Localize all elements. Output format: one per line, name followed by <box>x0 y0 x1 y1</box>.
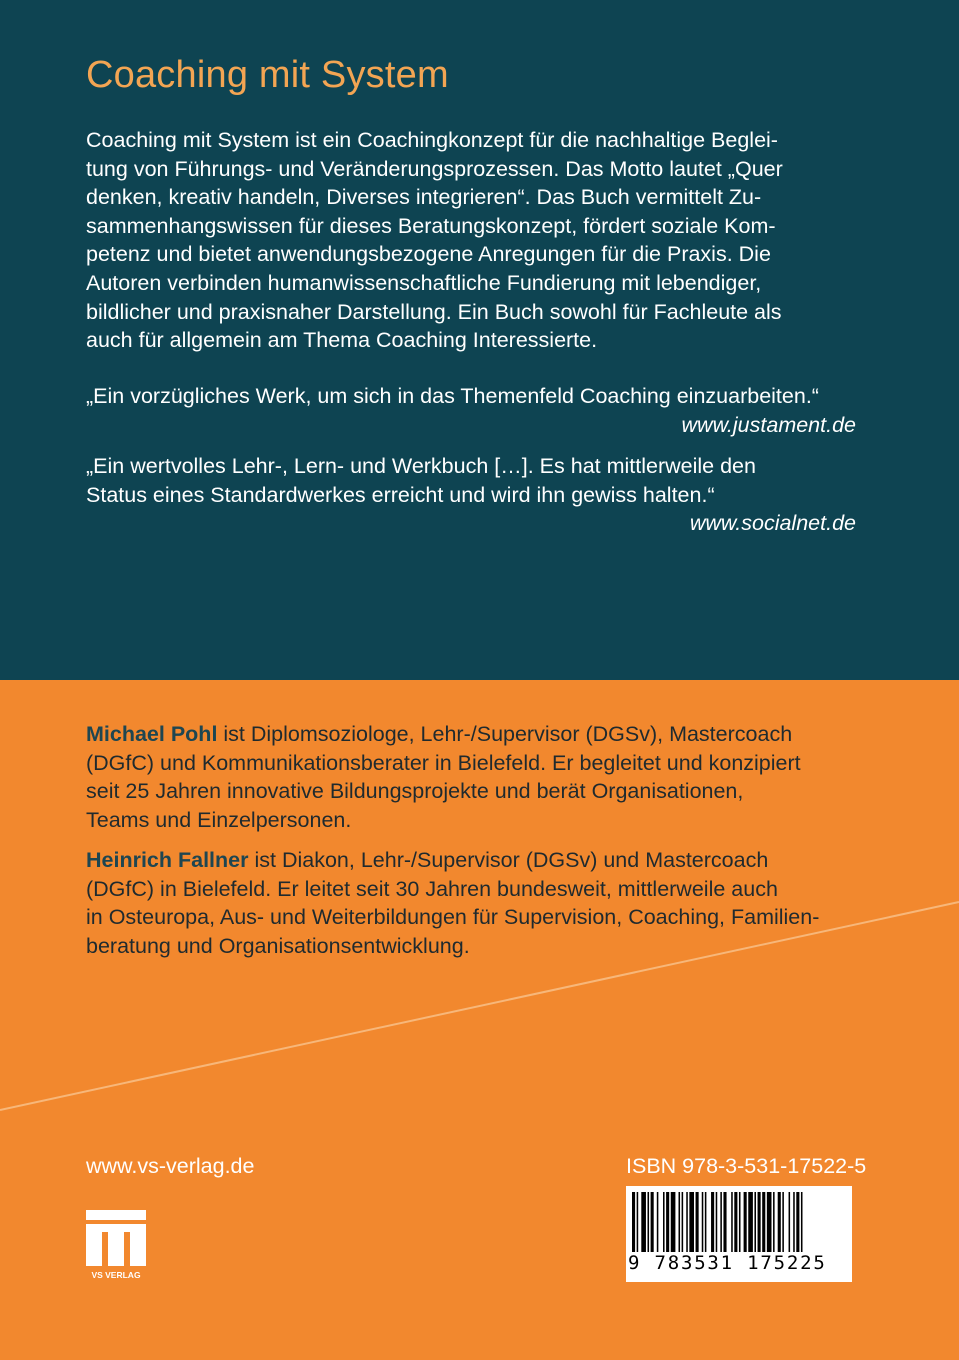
isbn-text: ISBN 978-3-531-17522-5 <box>626 1154 867 1178</box>
barcode-bar <box>705 1192 707 1252</box>
author-bio-pohl <box>86 720 866 834</box>
publisher-url: www.vs-verlag.de <box>86 1154 255 1178</box>
barcode-digits: 9 783531 175225 <box>628 1252 827 1274</box>
barcode-bar <box>793 1192 795 1252</box>
vs-verlag-logo-icon <box>86 1210 146 1282</box>
barcode-bar <box>778 1192 781 1252</box>
description-line: auch für allgemein am Thema Coaching Interessierte. <box>86 328 598 353</box>
barcode-bar <box>744 1192 747 1252</box>
description-line: bildlicher und praxisnaher Darstellung. Ein Buch sowohl für Fachleute als <box>86 299 782 324</box>
barcode-bar <box>663 1192 665 1252</box>
barcode-bar <box>754 1192 756 1252</box>
author-name: Heinrich Fallner <box>86 848 249 872</box>
author-bio-line: Teams und Einzelpersonen. <box>86 807 352 832</box>
book-description <box>86 126 856 355</box>
logo-text: VS VERLAG <box>91 1270 141 1280</box>
description-line: petenz und bietet anwendungsbezogene Anregungen für die Praxis. Die <box>86 242 771 267</box>
barcode-icon <box>632 1192 846 1252</box>
barcode-bar <box>748 1192 753 1252</box>
barcode-bar <box>632 1192 635 1252</box>
barcode-bar <box>686 1192 688 1252</box>
author-bio-line: (DGfC) und Kommunikationsberater in Bielefeld. Er begleitet und konzipiert <box>86 750 801 775</box>
barcode-bar <box>782 1192 784 1252</box>
author-bio-fallner <box>86 846 866 960</box>
review-quote-socialnet <box>86 452 856 538</box>
author-bio-line: in Osteuropa, Aus- und Weiterbildungen für Supervision, Coaching, Familien- <box>86 905 820 930</box>
review-quote-justament <box>86 382 856 439</box>
barcode-bar <box>641 1192 646 1252</box>
barcode-bar <box>679 1192 681 1252</box>
barcode-bar <box>796 1192 799 1252</box>
author-bio-text: ist Diplomsoziologe, Lehr-/Supervisor (DGSv), Mastercoach <box>217 722 793 746</box>
quote-line: „Ein wertvolles Lehr-, Lern- und Werkbuch […]. Es hat mittlerweile den <box>86 454 756 478</box>
barcode-bar <box>696 1192 699 1252</box>
barcode-bar <box>773 1192 775 1252</box>
barcode-bar <box>758 1192 761 1252</box>
author-bio-text: ist Diakon, Lehr-/Supervisor (DGSv) und Mastercoach <box>248 848 769 872</box>
author-name: Michael Pohl <box>86 722 218 746</box>
author-bio-line: (DGfC) in Bielefeld. Er leitet seit 30 Jahren bundesweit, mittlerweile auch <box>86 876 778 901</box>
book-title: Coaching mit System <box>86 54 449 96</box>
barcode-bar <box>731 1192 733 1252</box>
author-bio-line: seit 25 Jahren innovative Bildungsprojekte und berät Organisationen, <box>86 779 744 804</box>
barcode-bar <box>651 1192 654 1252</box>
quote-line: Status eines Standardwerkes erreicht und wird ihn gewiss halten.“ <box>86 482 715 507</box>
description-line: tung von Führungs- und Veränderungsprozessen. Das Motto lautet „Quer <box>86 156 783 181</box>
barcode-bar <box>716 1192 718 1252</box>
description-line: denken, kreativ handeln, Diverses integrieren“. Das Buch vermittelt Zu- <box>86 185 762 210</box>
barcode-bar <box>689 1192 694 1252</box>
barcode-bar <box>637 1192 639 1252</box>
barcode-bar <box>666 1192 669 1252</box>
barcode-bar <box>702 1192 704 1252</box>
quote-source: www.socialnet.de <box>689 511 856 536</box>
quote-source: www.justament.de <box>681 412 856 437</box>
barcode-bar <box>767 1192 772 1252</box>
description-line: Coaching mit System ist ein Coachingkonzept für die nachhaltige Beglei- <box>86 128 778 152</box>
barcode-bar <box>657 1192 659 1252</box>
barcode-bar <box>801 1192 803 1252</box>
barcode-bar <box>671 1192 676 1252</box>
barcode-bar <box>648 1192 650 1252</box>
barcode <box>626 1186 852 1282</box>
quote-line: „Ein vorzügliches Werk, um sich in das Themenfeld Coaching einzuarbeiten.“ <box>86 384 819 408</box>
barcode-bar <box>739 1192 741 1252</box>
description-line: Autoren verbinden humanwissenschaftliche Fundierung mit lebendiger, <box>86 270 762 295</box>
barcode-bar <box>789 1192 791 1252</box>
author-bio-line: beratung und Organisationsentwicklung. <box>86 933 470 958</box>
description-line: sammenhangswissen für dieses Beratungskonzept, fördert soziale Kom- <box>86 213 776 238</box>
barcode-bar <box>711 1192 714 1252</box>
barcode-bar <box>682 1192 684 1252</box>
barcode-bar <box>734 1192 737 1252</box>
barcode-bar <box>720 1192 722 1252</box>
barcode-bar <box>762 1192 765 1252</box>
barcode-bar <box>723 1192 726 1252</box>
